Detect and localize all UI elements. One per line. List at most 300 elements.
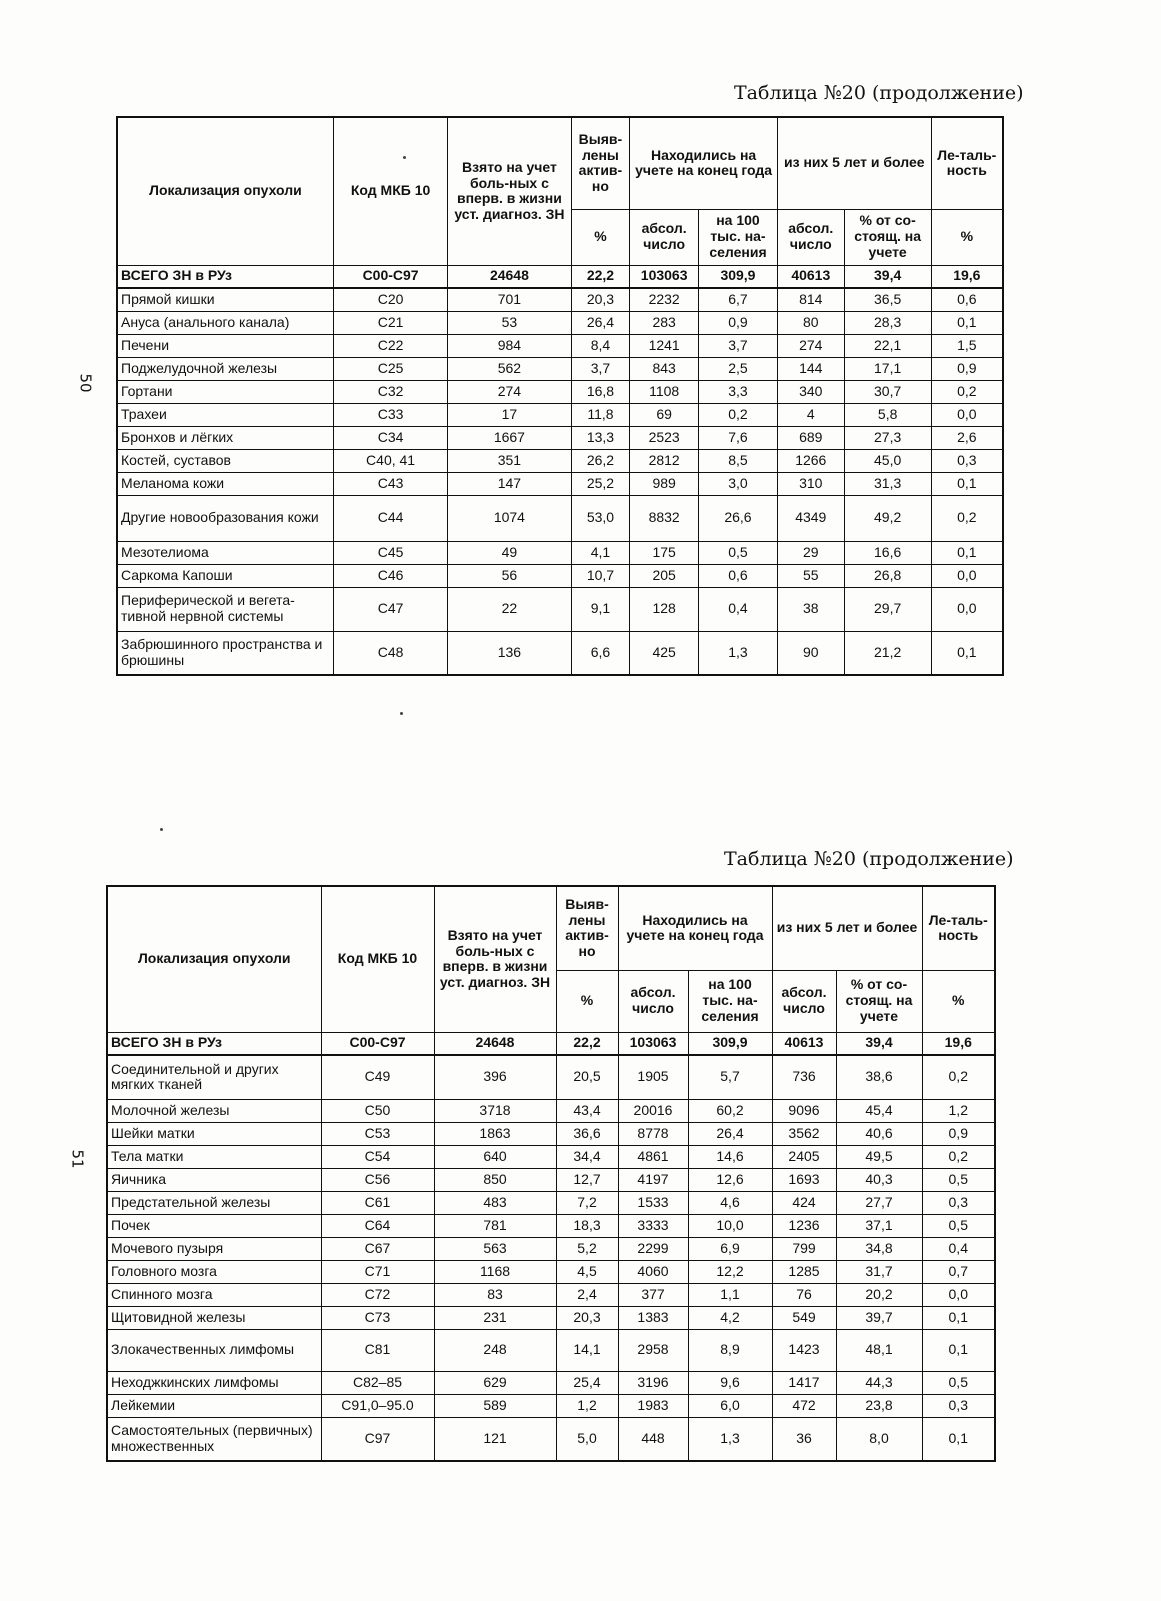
row-localization: Бронхов и лёгких <box>117 426 333 449</box>
row-localization: Меланома кожи <box>117 472 333 495</box>
row-detected-pct: 8,4 <box>571 334 630 357</box>
header-localization: Локализация опухоли <box>117 117 333 265</box>
row-icd-code: С32 <box>333 380 447 403</box>
row-abs-number-5y: 9096 <box>772 1099 836 1122</box>
row-icd-code: С40, 41 <box>333 449 447 472</box>
row-lethality: 0,1 <box>931 541 1003 564</box>
row-per-100k: 10,0 <box>688 1214 772 1237</box>
row-detected-pct: 20,5 <box>556 1055 618 1099</box>
row-abs-number: 2232 <box>630 288 699 311</box>
row-localization: Злокачественных лимфомы <box>107 1329 321 1371</box>
row-registered: 1074 <box>448 495 571 541</box>
row-lethality: 0,1 <box>931 631 1003 675</box>
table-row <box>107 1122 995 1145</box>
row-pct-of-registered: 23,8 <box>836 1394 922 1417</box>
row-pct-of-registered: 36,5 <box>844 288 931 311</box>
header-icd-code: Код МКБ 10 <box>321 886 434 1032</box>
row-abs-number-5y: 4 <box>777 403 844 426</box>
row-lethality: 0,4 <box>922 1237 995 1260</box>
header-five-years: из них 5 лет и более <box>772 886 922 970</box>
row-localization: Ануса (анального канала) <box>117 311 333 334</box>
row-pct-of-registered: 20,2 <box>836 1283 922 1306</box>
row-lethality: 0,3 <box>922 1394 995 1417</box>
table-row <box>107 1191 995 1214</box>
row-abs-number-5y: 1266 <box>777 449 844 472</box>
row-per-100k: 0,4 <box>699 587 778 631</box>
statistics-table-top <box>116 116 1004 676</box>
row-icd-code: С53 <box>321 1122 434 1145</box>
row-detected-pct: 12,7 <box>556 1168 618 1191</box>
row-abs-number: 103063 <box>618 1032 688 1055</box>
header-lethality-unit: % <box>922 970 995 1032</box>
page-number-top: 50 <box>76 373 95 393</box>
row-lethality: 0,1 <box>931 472 1003 495</box>
row-detected-pct: 25,2 <box>571 472 630 495</box>
row-detected-pct: 26,2 <box>571 449 630 472</box>
row-pct-of-registered: 37,1 <box>836 1214 922 1237</box>
header-five-years: из них 5 лет и более <box>777 117 931 209</box>
row-pct-of-registered: 39,4 <box>836 1032 922 1055</box>
row-abs-number: 2812 <box>630 449 699 472</box>
row-per-100k: 0,9 <box>699 311 778 334</box>
row-registered: 1667 <box>448 426 571 449</box>
header-detected-unit: % <box>571 209 630 265</box>
row-per-100k: 6,9 <box>688 1237 772 1260</box>
row-pct-of-registered: 16,6 <box>844 541 931 564</box>
row-per-100k: 309,9 <box>688 1032 772 1055</box>
row-detected-pct: 22,2 <box>571 265 630 288</box>
header-abs-number-5y: абсол. число <box>772 970 836 1032</box>
row-localization: Самостоятельных (первичных) множественных <box>107 1417 321 1461</box>
row-abs-number-5y: 144 <box>777 357 844 380</box>
header-abs-number: абсол. число <box>630 209 699 265</box>
row-localization: Соединительной и других мягких тканей <box>107 1055 321 1099</box>
row-lethality: 0,1 <box>922 1329 995 1371</box>
header-abs-number-5y: абсол. число <box>777 209 844 265</box>
row-pct-of-registered: 31,3 <box>844 472 931 495</box>
row-localization: Периферической и вегета-тивной нервной системы <box>117 587 333 631</box>
row-abs-number-5y: 2405 <box>772 1145 836 1168</box>
table-row <box>117 334 1003 357</box>
row-detected-pct: 2,4 <box>556 1283 618 1306</box>
row-registered: 483 <box>434 1191 556 1214</box>
row-abs-number-5y: 689 <box>777 426 844 449</box>
row-lethality: 0,2 <box>922 1145 995 1168</box>
row-abs-number: 1533 <box>618 1191 688 1214</box>
row-registered: 3718 <box>434 1099 556 1122</box>
table-row <box>117 380 1003 403</box>
row-lethality: 0,7 <box>922 1260 995 1283</box>
row-abs-number-5y: 274 <box>777 334 844 357</box>
header-lethality: Ле-таль-ность <box>931 117 1003 209</box>
row-abs-number-5y: 4349 <box>777 495 844 541</box>
row-icd-code: С22 <box>333 334 447 357</box>
row-abs-number: 128 <box>630 587 699 631</box>
row-lethality: 0,0 <box>931 587 1003 631</box>
row-icd-code: С45 <box>333 541 447 564</box>
table-row <box>117 311 1003 334</box>
row-localization: Неходжкинских лимфомы <box>107 1371 321 1394</box>
header-on-record: Находились на учете на конец года <box>618 886 772 970</box>
header-on-record: Находились на учете на конец года <box>630 117 778 209</box>
row-localization: Прямой кишки <box>117 288 333 311</box>
row-detected-pct: 10,7 <box>571 564 630 587</box>
page-number-bottom: 51 <box>68 1149 87 1169</box>
row-icd-code: С25 <box>333 357 447 380</box>
row-localization: Почек <box>107 1214 321 1237</box>
row-abs-number: 377 <box>618 1283 688 1306</box>
row-abs-number: 205 <box>630 564 699 587</box>
row-registered: 274 <box>448 380 571 403</box>
table-row <box>107 1417 995 1461</box>
row-abs-number-5y: 36 <box>772 1417 836 1461</box>
header-registered: Взято на учет боль-ных с вперв. в жизни уст. диагноз. ЗН <box>448 117 571 265</box>
row-localization: Мочевого пузыря <box>107 1237 321 1260</box>
table-row <box>117 472 1003 495</box>
row-registered: 984 <box>448 334 571 357</box>
row-lethality: 19,6 <box>931 265 1003 288</box>
row-abs-number: 8832 <box>630 495 699 541</box>
row-lethality: 0,3 <box>922 1191 995 1214</box>
table-row <box>107 1055 995 1099</box>
row-pct-of-registered: 49,5 <box>836 1145 922 1168</box>
row-pct-of-registered: 21,2 <box>844 631 931 675</box>
row-registered: 396 <box>434 1055 556 1099</box>
row-localization: Другие новообразования кожи <box>117 495 333 541</box>
row-pct-of-registered: 38,6 <box>836 1055 922 1099</box>
row-icd-code: С82–85 <box>321 1371 434 1394</box>
table-row <box>117 426 1003 449</box>
header-registered: Взято на учет боль-ных с вперв. в жизни уст. диагноз. ЗН <box>434 886 556 1032</box>
row-lethality: 19,6 <box>922 1032 995 1055</box>
row-per-100k: 5,7 <box>688 1055 772 1099</box>
row-detected-pct: 3,7 <box>571 357 630 380</box>
row-abs-number-5y: 340 <box>777 380 844 403</box>
row-pct-of-registered: 48,1 <box>836 1329 922 1371</box>
row-per-100k: 0,6 <box>699 564 778 587</box>
row-abs-number: 425 <box>630 631 699 675</box>
table-row <box>107 1099 995 1122</box>
table-row <box>107 1237 995 1260</box>
header-pct-of-registered: % от со-стоящ. на учете <box>836 970 922 1032</box>
row-icd-code: С00-С97 <box>321 1032 434 1055</box>
row-pct-of-registered: 45,4 <box>836 1099 922 1122</box>
row-abs-number: 3333 <box>618 1214 688 1237</box>
scan-speck <box>160 828 163 831</box>
table-row <box>117 288 1003 311</box>
row-abs-number-5y: 29 <box>777 541 844 564</box>
table-row <box>107 1168 995 1191</box>
row-localization: Тела матки <box>107 1145 321 1168</box>
row-pct-of-registered: 29,7 <box>844 587 931 631</box>
row-detected-pct: 16,8 <box>571 380 630 403</box>
row-abs-number: 843 <box>630 357 699 380</box>
row-detected-pct: 26,4 <box>571 311 630 334</box>
row-pct-of-registered: 30,7 <box>844 380 931 403</box>
row-registered: 53 <box>448 311 571 334</box>
row-registered: 22 <box>448 587 571 631</box>
header-detected-unit: % <box>556 970 618 1032</box>
row-per-100k: 12,6 <box>688 1168 772 1191</box>
row-detected-pct: 4,1 <box>571 541 630 564</box>
row-registered: 136 <box>448 631 571 675</box>
row-registered: 83 <box>434 1283 556 1306</box>
row-per-100k: 4,2 <box>688 1306 772 1329</box>
row-lethality: 1,2 <box>922 1099 995 1122</box>
row-pct-of-registered: 27,7 <box>836 1191 922 1214</box>
row-icd-code: С33 <box>333 403 447 426</box>
row-lethality: 0,1 <box>922 1306 995 1329</box>
row-localization: Спинного мозга <box>107 1283 321 1306</box>
row-abs-number-5y: 310 <box>777 472 844 495</box>
row-per-100k: 26,6 <box>699 495 778 541</box>
row-per-100k: 3,3 <box>699 380 778 403</box>
row-lethality: 0,1 <box>931 311 1003 334</box>
row-per-100k: 4,6 <box>688 1191 772 1214</box>
row-per-100k: 9,6 <box>688 1371 772 1394</box>
row-pct-of-registered: 8,0 <box>836 1417 922 1461</box>
table-row <box>117 564 1003 587</box>
row-icd-code: С21 <box>333 311 447 334</box>
table-row <box>117 495 1003 541</box>
row-registered: 589 <box>434 1394 556 1417</box>
table-row <box>107 1260 995 1283</box>
row-detected-pct: 20,3 <box>556 1306 618 1329</box>
row-pct-of-registered: 34,8 <box>836 1237 922 1260</box>
row-localization: Печени <box>117 334 333 357</box>
row-per-100k: 6,7 <box>699 288 778 311</box>
table-row <box>107 1306 995 1329</box>
table-row-total <box>117 265 1003 288</box>
header-per-100k: на 100 тыс. на-селения <box>699 209 778 265</box>
row-lethality: 1,5 <box>931 334 1003 357</box>
row-localization: Лейкемии <box>107 1394 321 1417</box>
table-caption-bottom: Таблица №20 (продолжение) <box>724 848 1014 870</box>
row-localization: ВСЕГО ЗН в РУз <box>117 265 333 288</box>
row-registered: 781 <box>434 1214 556 1237</box>
row-abs-number-5y: 1236 <box>772 1214 836 1237</box>
row-abs-number: 69 <box>630 403 699 426</box>
row-detected-pct: 1,2 <box>556 1394 618 1417</box>
row-detected-pct: 14,1 <box>556 1329 618 1371</box>
row-localization: Гортани <box>117 380 333 403</box>
row-pct-of-registered: 27,3 <box>844 426 931 449</box>
row-lethality: 0,5 <box>922 1371 995 1394</box>
row-abs-number: 283 <box>630 311 699 334</box>
row-icd-code: С71 <box>321 1260 434 1283</box>
header-pct-of-registered: % от со-стоящ. на учете <box>844 209 931 265</box>
row-icd-code: С97 <box>321 1417 434 1461</box>
row-icd-code: С73 <box>321 1306 434 1329</box>
row-pct-of-registered: 45,0 <box>844 449 931 472</box>
row-registered: 701 <box>448 288 571 311</box>
row-localization: Саркома Капоши <box>117 564 333 587</box>
row-abs-number-5y: 1423 <box>772 1329 836 1371</box>
row-per-100k: 1,3 <box>699 631 778 675</box>
table-row <box>117 357 1003 380</box>
row-per-100k: 26,4 <box>688 1122 772 1145</box>
row-icd-code: С64 <box>321 1214 434 1237</box>
row-icd-code: С50 <box>321 1099 434 1122</box>
row-icd-code: С00-С97 <box>333 265 447 288</box>
row-icd-code: С43 <box>333 472 447 495</box>
row-localization: Поджелудочной железы <box>117 357 333 380</box>
row-registered: 17 <box>448 403 571 426</box>
row-registered: 562 <box>448 357 571 380</box>
row-detected-pct: 36,6 <box>556 1122 618 1145</box>
row-abs-number-5y: 40613 <box>772 1032 836 1055</box>
row-detected-pct: 7,2 <box>556 1191 618 1214</box>
table-row <box>107 1371 995 1394</box>
row-registered: 351 <box>448 449 571 472</box>
row-localization: Предстательной железы <box>107 1191 321 1214</box>
row-registered: 24648 <box>434 1032 556 1055</box>
row-per-100k: 14,6 <box>688 1145 772 1168</box>
row-abs-number-5y: 814 <box>777 288 844 311</box>
row-localization: Мезотелиома <box>117 541 333 564</box>
table-row <box>107 1329 995 1371</box>
table-caption-top: Таблица №20 (продолжение) <box>734 82 1024 104</box>
row-abs-number-5y: 1417 <box>772 1371 836 1394</box>
row-icd-code: С81 <box>321 1329 434 1371</box>
table-row <box>117 403 1003 426</box>
row-detected-pct: 20,3 <box>571 288 630 311</box>
row-icd-code: С48 <box>333 631 447 675</box>
row-localization: Щитовидной железы <box>107 1306 321 1329</box>
row-per-100k: 309,9 <box>699 265 778 288</box>
row-per-100k: 6,0 <box>688 1394 772 1417</box>
row-abs-number-5y: 472 <box>772 1394 836 1417</box>
table-row <box>107 1214 995 1237</box>
row-detected-pct: 6,6 <box>571 631 630 675</box>
row-abs-number-5y: 80 <box>777 311 844 334</box>
row-pct-of-registered: 26,8 <box>844 564 931 587</box>
row-lethality: 0,1 <box>922 1417 995 1461</box>
row-per-100k: 7,6 <box>699 426 778 449</box>
header-per-100k: на 100 тыс. на-селения <box>688 970 772 1032</box>
row-per-100k: 8,9 <box>688 1329 772 1371</box>
header-detected-actively: Выяв-лены актив-но <box>571 117 630 209</box>
row-abs-number: 1108 <box>630 380 699 403</box>
row-registered: 56 <box>448 564 571 587</box>
row-registered: 49 <box>448 541 571 564</box>
row-abs-number-5y: 1693 <box>772 1168 836 1191</box>
table-row <box>117 449 1003 472</box>
row-per-100k: 1,1 <box>688 1283 772 1306</box>
row-lethality: 0,5 <box>922 1214 995 1237</box>
table-row <box>117 587 1003 631</box>
row-icd-code: С44 <box>333 495 447 541</box>
row-abs-number-5y: 799 <box>772 1237 836 1260</box>
row-icd-code: С54 <box>321 1145 434 1168</box>
row-detected-pct: 5,0 <box>556 1417 618 1461</box>
row-icd-code: С20 <box>333 288 447 311</box>
row-icd-code: С91,0–95.0 <box>321 1394 434 1417</box>
row-detected-pct: 9,1 <box>571 587 630 631</box>
row-per-100k: 60,2 <box>688 1099 772 1122</box>
row-detected-pct: 25,4 <box>556 1371 618 1394</box>
row-lethality: 0,5 <box>922 1168 995 1191</box>
row-detected-pct: 34,4 <box>556 1145 618 1168</box>
row-abs-number: 1383 <box>618 1306 688 1329</box>
row-detected-pct: 4,5 <box>556 1260 618 1283</box>
row-detected-pct: 18,3 <box>556 1214 618 1237</box>
row-pct-of-registered: 31,7 <box>836 1260 922 1283</box>
row-localization: ВСЕГО ЗН в РУз <box>107 1032 321 1055</box>
row-abs-number: 448 <box>618 1417 688 1461</box>
row-abs-number: 175 <box>630 541 699 564</box>
row-localization: Забрюшинного пространства и брюшины <box>117 631 333 675</box>
row-icd-code: С34 <box>333 426 447 449</box>
row-abs-number-5y: 424 <box>772 1191 836 1214</box>
row-pct-of-registered: 49,2 <box>844 495 931 541</box>
table-row-total <box>107 1032 995 1055</box>
row-detected-pct: 13,3 <box>571 426 630 449</box>
row-registered: 121 <box>434 1417 556 1461</box>
row-localization: Яичника <box>107 1168 321 1191</box>
row-pct-of-registered: 40,6 <box>836 1122 922 1145</box>
row-abs-number-5y: 40613 <box>777 265 844 288</box>
row-abs-number: 4861 <box>618 1145 688 1168</box>
row-detected-pct: 53,0 <box>571 495 630 541</box>
row-registered: 563 <box>434 1237 556 1260</box>
row-lethality: 0,0 <box>931 403 1003 426</box>
row-abs-number: 8778 <box>618 1122 688 1145</box>
row-registered: 248 <box>434 1329 556 1371</box>
row-per-100k: 0,5 <box>699 541 778 564</box>
header-icd-code: Код МКБ 10 <box>333 117 447 265</box>
row-per-100k: 2,5 <box>699 357 778 380</box>
row-lethality: 0,0 <box>922 1283 995 1306</box>
row-abs-number-5y: 736 <box>772 1055 836 1099</box>
row-pct-of-registered: 44,3 <box>836 1371 922 1394</box>
row-lethality: 0,2 <box>931 380 1003 403</box>
row-per-100k: 3,0 <box>699 472 778 495</box>
row-abs-number: 1241 <box>630 334 699 357</box>
row-registered: 640 <box>434 1145 556 1168</box>
table-row <box>107 1394 995 1417</box>
row-detected-pct: 43,4 <box>556 1099 618 1122</box>
row-lethality: 0,0 <box>931 564 1003 587</box>
row-abs-number: 3196 <box>618 1371 688 1394</box>
scan-speck <box>400 712 403 715</box>
row-icd-code: С72 <box>321 1283 434 1306</box>
row-detected-pct: 5,2 <box>556 1237 618 1260</box>
row-pct-of-registered: 17,1 <box>844 357 931 380</box>
row-per-100k: 3,7 <box>699 334 778 357</box>
row-per-100k: 8,5 <box>699 449 778 472</box>
row-abs-number: 2523 <box>630 426 699 449</box>
row-lethality: 2,6 <box>931 426 1003 449</box>
table-row <box>107 1145 995 1168</box>
row-icd-code: С47 <box>333 587 447 631</box>
row-icd-code: С46 <box>333 564 447 587</box>
row-abs-number-5y: 90 <box>777 631 844 675</box>
row-detected-pct: 22,2 <box>556 1032 618 1055</box>
table-row <box>107 1283 995 1306</box>
header-lethality: Ле-таль-ность <box>922 886 995 970</box>
row-lethality: 0,6 <box>931 288 1003 311</box>
header-lethality-unit: % <box>931 209 1003 265</box>
row-abs-number: 2299 <box>618 1237 688 1260</box>
row-icd-code: С49 <box>321 1055 434 1099</box>
row-abs-number-5y: 76 <box>772 1283 836 1306</box>
row-abs-number: 20016 <box>618 1099 688 1122</box>
row-icd-code: С61 <box>321 1191 434 1214</box>
row-lethality: 0,2 <box>922 1055 995 1099</box>
header-abs-number: абсол. число <box>618 970 688 1032</box>
row-detected-pct: 11,8 <box>571 403 630 426</box>
